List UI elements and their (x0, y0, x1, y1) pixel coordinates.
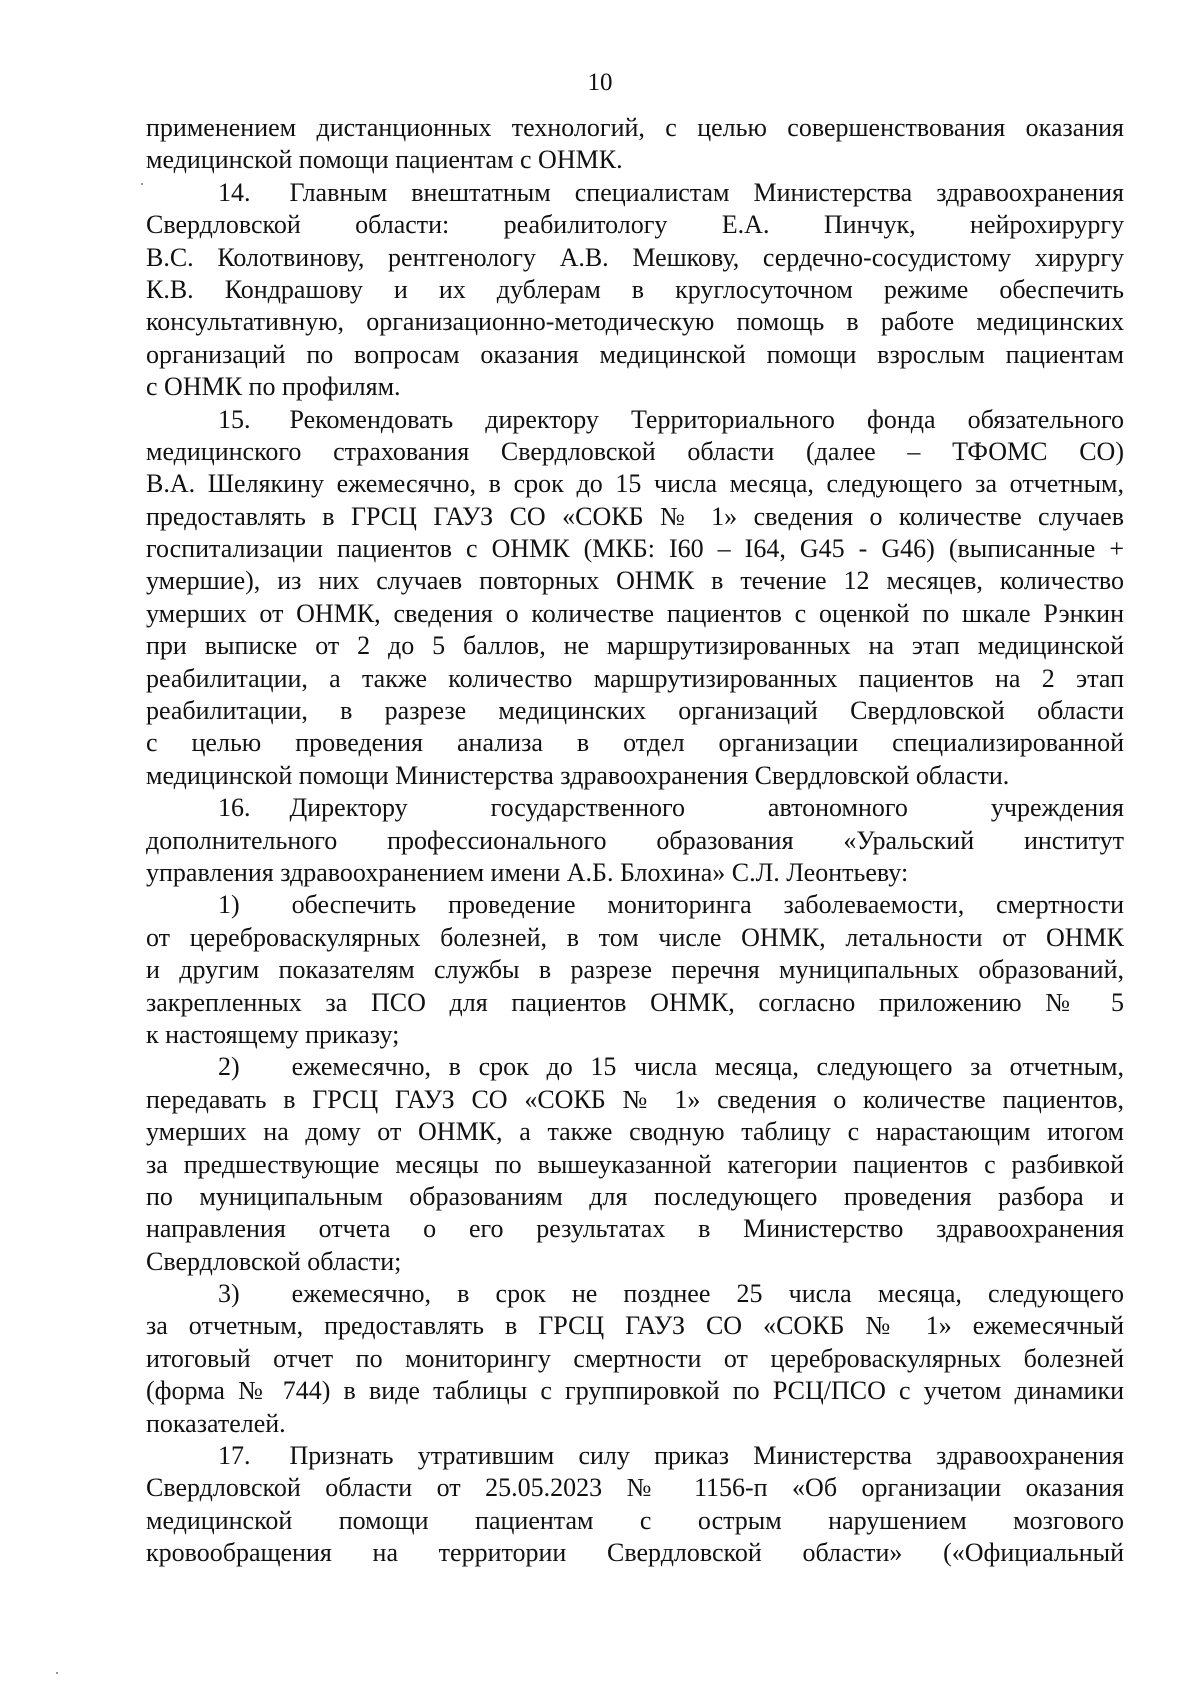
text-line: умерших на дому от ОНМК, а также сводную таблицу с нарастающим итогом (146, 1117, 1124, 1147)
text-line: передавать в ГРСЦ ГАУЗ СО «СОКБ № 1» сведения о количестве пациентов, (146, 1084, 1124, 1114)
text-line: (форма № 744) в виде таблицы с группировкой по РСЦ/ПСО с учетом динамики (146, 1376, 1124, 1406)
text-line: медицинской помощи пациентам с острым нарушением мозгового (146, 1505, 1124, 1535)
text-line: К.В. Кондрашову и их дублерам в круглосуточном режиме обеспечить (146, 274, 1124, 304)
text-line: 17. Признать утратившим силу приказ Министерства здравоохранения (218, 1441, 1124, 1471)
text-line: с целью проведения анализа в отдел организации специализированной (146, 728, 1124, 758)
text-line: медицинского страхования Свердловской области (далее – ТФОМС СО) (146, 436, 1124, 466)
text-line: кровообращения на территории Свердловской области» («Официальный (146, 1538, 1124, 1568)
text-line: медицинской помощи Министерства здравоохранения Свердловской области. (146, 760, 1010, 790)
text-line: реабилитации, а также количество маршрутизированных пациентов на 2 этап (146, 663, 1124, 693)
text-line: В.С. Колотвинову, рентгенологу А.В. Мешкову, сердечно-сосудистому хирургу (146, 242, 1124, 272)
text-line: Свердловской области: реабилитологу Е.А. Пинчук, нейрохирургу (146, 210, 1124, 240)
text-line: умершие), из них случаев повторных ОНМК в течение 12 месяцев, количество (146, 566, 1124, 596)
text-line: направления отчета о его результатах в Министерство здравоохранения (146, 1214, 1124, 1244)
text-line: от цереброваскулярных болезней, в том числе ОНМК, летальности от ОНМК (146, 922, 1124, 952)
text-line: итоговый отчет по мониторингу смертности от цереброваскулярных болезней (146, 1343, 1124, 1373)
text-line: В.А. Шелякину ежемесячно, в срок до 15 числа месяца, следующего за отчетным, (146, 469, 1124, 499)
scan-speck (141, 183, 143, 185)
text-line: предоставлять в ГРСЦ ГАУЗ СО «СОКБ № 1» сведения о количестве случаев (146, 501, 1124, 531)
text-line: реабилитации, в разрезе медицинских организаций Свердловской области (146, 696, 1124, 726)
text-line: 1) обеспечить проведение мониторинга заболеваемости, смертности (218, 890, 1124, 920)
scan-speck (56, 1672, 58, 1674)
text-line: и другим показателям службы в разрезе перечня муниципальных образований, (146, 955, 1124, 985)
text-line: управления здравоохранением имени А.Б. Блохина» С.Л. Леонтьеву: (146, 857, 909, 887)
text-line: с ОНМК по профилям. (146, 372, 401, 402)
text-line: умерших от ОНМК, сведения о количестве пациентов с оценкой по шкале Рэнкин (146, 598, 1124, 628)
text-line: при выписке от 2 до 5 баллов, не маршрутизированных на этап медицинской (146, 631, 1124, 661)
document-body (146, 112, 1124, 1570)
text-line: консультативную, организационно-методическую помощь в работе медицинских (146, 307, 1124, 337)
text-line: применением дистанционных технологий, с целью совершенствования оказания (146, 113, 1124, 142)
text-line: 3) ежемесячно, в срок не позднее 25 числа месяца, следующего (218, 1279, 1124, 1309)
text-line: 2) ежемесячно, в срок до 15 числа месяца, следующего за отчетным, (218, 1052, 1124, 1082)
text-line: по муниципальным образованиям для последующего проведения разбора и (146, 1181, 1124, 1211)
text-line: за предшествующие месяцы по вышеуказанной категории пациентов с разбивкой (146, 1149, 1124, 1179)
text-line: 16. Директору государственного автономного учреждения (218, 793, 1124, 823)
text-line: госпитализации пациентов с ОНМК (МКБ: I60 – I64, G45 - G46) (выписанные + (146, 534, 1124, 564)
text-line: показателей. (146, 1408, 286, 1438)
text-line: к настоящему приказу; (146, 1019, 400, 1049)
text-line: Свердловской области от 25.05.2023 № 1156-п «Об организации оказания (146, 1473, 1124, 1503)
text-line: 14. Главным внештатным специалистам Министерства здравоохранения (218, 177, 1124, 207)
text-line: медицинской помощи пациентам с ОНМК. (146, 145, 623, 175)
text-line: 15. Рекомендовать директору Территориального фонда обязательного (218, 404, 1124, 434)
text-line: дополнительного профессионального образования «Уральский институт (146, 825, 1124, 855)
text-line: Свердловской области; (146, 1246, 402, 1276)
page-number: 10 (587, 69, 613, 96)
text-line: за отчетным, предоставлять в ГРСЦ ГАУЗ СО «СОКБ № 1» ежемесячный (146, 1311, 1124, 1341)
text-line: организаций по вопросам оказания медицинской помощи взрослым пациентам (146, 339, 1124, 369)
text-line: закрепленных за ПСО для пациентов ОНМК, согласно приложению № 5 (146, 987, 1124, 1017)
